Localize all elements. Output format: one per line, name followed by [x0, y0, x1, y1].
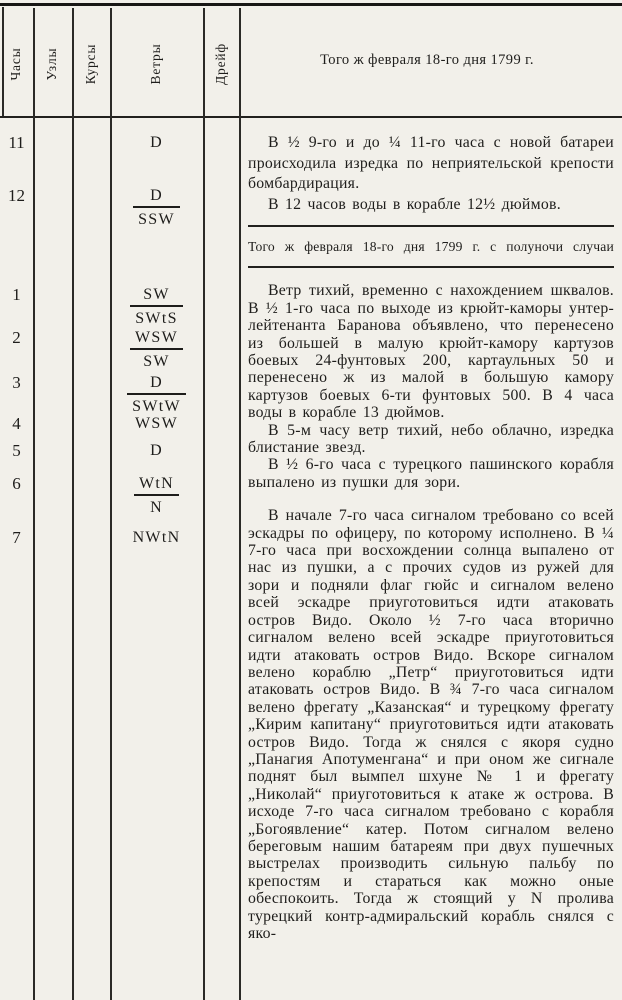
hour-cell: 12 — [8, 186, 25, 205]
column-header-drift: Дрейф — [213, 43, 228, 85]
table-left-border — [2, 7, 4, 117]
table-column-divider — [72, 8, 74, 1000]
hour-cell: 6 — [12, 474, 21, 493]
journal-paragraph: В ½ 9-го и до ¼ 11-го часа с новой батареи происходила изредка по неприятельской крепости бомбардирация. — [248, 134, 614, 193]
journal-paragraph: В 12 часов воды в корабле 12½ дюймов. — [268, 195, 561, 213]
column-header-hours: Часы — [8, 47, 23, 81]
wind-cell — [110, 186, 203, 229]
wind-lower-value: SW — [143, 353, 170, 370]
journal-paragraph: В ½ 6-го часа с турецкого пашинского корабля выпалено из пушки для зори. — [248, 456, 614, 491]
wind-cell — [110, 474, 203, 517]
hour-cell: 2 — [12, 328, 21, 347]
table-header-divider — [0, 116, 622, 118]
wind-upper-value: D — [150, 187, 163, 204]
table-column-divider — [239, 8, 241, 1000]
journal-paragraph: В начале 7-го часа сигналом требовано со всей эскадры по офицеру, по которому исполнено. В ¼ 7-го часа при восхождении солнца выпалено от нас из пушки, а с прочих судов из ружей для зори и подняли флаг гюйс и сигналом велено всей эскадре приуготовиться идти атаковать остров Видо. Около ½ 7-го часа вторично сигналом велено всей эскадре приуготовиться идти атаковать остров Видо. Вскоре сигналом велено кораблю „Петр“ приуготовиться идти атаковать остров Видо. В ¾ 7-го часа сигналом велено фрегату „Казанская“ и турецкому фрегату „Кирим капитану“ приуготовиться идти атаковать остров Видо. Тогда ж снялся с якоря судно „Панагия Апотуменгана“ и при оном же сигнале поднят был вымпел шхуне № 1 и фрегату „Николай“ приуготовиться к атаке ж острова. В исходе 7-го часа сигналом требовано с корабля „Богоявление“ катер. Потом сигналом велено береговым нашим батареям при двух пушечных выстрелах производить сильную пальбу по крепостям и стараться как можно оные обеспокоить. Тогда ж стоящий у N пролива турецкий контр-адмиральский корабль снялся с яко- — [248, 507, 614, 942]
wind-cell: WSW — [134, 415, 178, 432]
wind-fraction-bar — [127, 393, 186, 395]
journal-paragraph: В 5-м часу ветр тихий, небо облачно, изредка блистание звезд. — [248, 421, 614, 457]
hour-cell: 5 — [12, 441, 21, 460]
wind-upper-value: SW — [143, 286, 170, 303]
journal-text-column — [248, 133, 614, 942]
section-date-heading: Того ж февраля 18-го дня 1799 г. с полуночи случаи — [248, 239, 614, 255]
hour-cell: 1 — [12, 285, 21, 304]
wind-fraction — [139, 474, 174, 517]
column-header-knots: Узлы — [44, 47, 59, 81]
wind-fraction-bar — [134, 494, 179, 496]
hour-cell: 11 — [8, 133, 25, 152]
hour-cell: 3 — [12, 373, 21, 392]
wind-cell: D — [150, 442, 163, 459]
table-top-border — [0, 3, 622, 6]
wind-lower-value: SWtS — [135, 310, 178, 327]
wind-fraction — [135, 328, 178, 371]
column-header-courses: Курсы — [83, 43, 98, 85]
wind-cell — [110, 328, 203, 371]
wind-fraction — [132, 373, 181, 416]
wind-cell: NWtN — [132, 529, 181, 546]
wind-upper-value: D — [150, 374, 163, 391]
column-header-winds: Ветры — [148, 43, 163, 85]
journal-paragraph: Ветр тихий, временно с нахождением шквалов. В ½ 1-го часа по выходе из крюйт-каморы унтер-лейтенанта Баранова объявлено, что перенесено из большей в малую крюйт-камору картузов боевых 24-фунтовых 200, картаульных 50 и перенесено ж из малой в большую камору картузов боевых 6-ти фунтовых 500. В 4 часа воды в корабле 13 дюймов. — [248, 282, 614, 422]
wind-lower-value: SWtW — [132, 398, 181, 415]
hour-cell: 7 — [12, 528, 21, 547]
section-divider — [248, 266, 614, 268]
wind-cell — [110, 373, 203, 416]
wind-cell — [110, 285, 203, 328]
table-column-divider — [33, 8, 35, 1000]
wind-fraction-bar — [130, 348, 183, 350]
date-header: Того ж февраля 18-го дня 1799 г. — [320, 52, 534, 68]
hour-cell: 4 — [12, 414, 21, 433]
section-divider — [248, 225, 614, 227]
wind-fraction — [138, 186, 175, 229]
wind-lower-value: SSW — [138, 211, 175, 228]
wind-upper-value: WtN — [138, 475, 174, 492]
wind-fraction-bar — [133, 206, 180, 208]
wind-fraction-bar — [130, 305, 183, 307]
wind-lower-value: N — [150, 499, 163, 516]
wind-cell: D — [150, 134, 163, 151]
wind-fraction — [135, 285, 178, 328]
wind-upper-value: WSW — [134, 329, 178, 346]
table-column-divider — [203, 8, 205, 1000]
